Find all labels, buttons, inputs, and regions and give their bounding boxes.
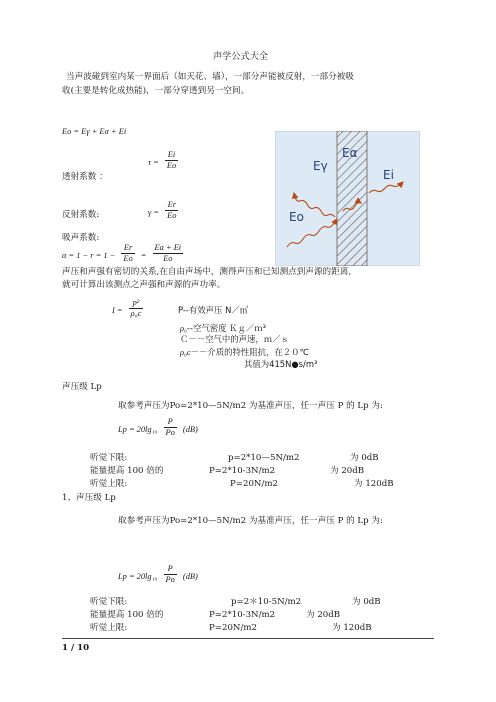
sec1-formula-num: P [164,417,177,428]
transmission-label: 透射系数 ： [62,172,108,182]
absorption-lhs: α = 1 − r = 1 − [62,251,116,260]
label-e-o: Eo [289,210,304,224]
absorption-equals: = [140,251,147,260]
transmission-formula [148,150,179,171]
reflection-den: Eo [167,211,177,220]
sec2-row-3-a: 听觉上限: [90,623,128,633]
intensity-lhs: I = [112,306,123,315]
label-e-alpha: Eα [342,146,358,160]
sec1-row-3-b: P=20N/m2 [230,479,278,489]
sec1-row-2-c: 为 20dB [330,466,365,476]
legend-rho-text: --空气密度 Ｋｇ／ｍ³ [186,323,267,333]
sec1-row-3-a: 听觉上限: [90,479,128,489]
absorption-den-2: Eo [163,254,173,263]
intensity-num: p² [129,298,144,309]
legend-rhoc-text: －－介质的特性阻抗，在２０℃ [190,347,309,357]
sec2-formula-fraction [164,564,177,585]
intro-line-2: 收(主要是转化成热能)，一部分穿透到另一空间。 [62,86,250,96]
legend-rhoc-symbol: ρ₀c [180,348,191,357]
legend-p: P--有效声压 N／㎡ [178,305,249,315]
transmission-num: Ei [165,150,178,161]
reflection-fraction [165,200,178,221]
sec1-row-2-a: 能量提高 100 倍的 [90,466,164,476]
page-number: 1 / 10 [62,643,90,653]
absorption-fraction-2 [153,243,184,264]
sec2-row-2-c: 为 20dB [306,610,341,620]
absorption-formula [62,243,184,264]
sec2-row-3-c: 为 120dB [332,623,372,633]
intensity-formula [112,298,144,319]
sec1-formula-lhs: Lp = 20lg₁₀ [118,425,158,434]
sec1-row-1-b: p=2*10—5N/m2 [228,453,300,463]
reflection-num: Er [165,200,178,211]
intro-line-1: 当声波碰到室内某一界面后（如天花、墙），一部分声能被反射，一部分被吸 [66,72,354,82]
intensity-fraction [129,298,144,319]
reflection-label: 反射系数: [62,210,100,220]
sec2-formula-den: Po [165,575,175,584]
label-e-gamma: Eγ [313,159,328,173]
sec1-heading: 声压级 Lp [62,382,102,392]
sec2-formula [118,564,198,585]
sec2-row-1-a: 听觉下限: [90,597,128,607]
footer-divider [62,638,434,639]
sec2-formula-num: P [164,564,177,575]
sec2-formula-lhs: Lp = 20lg₁₀ [118,572,158,581]
sec2-row-3-b: P=20N/m2 [209,623,257,633]
energy-equation: Eo = Eγ + Eα + Ei [62,127,127,136]
sec1-row-3-c: 为 120dB [354,479,394,489]
para2-line-2: 就可计算出该测点之声强和声源的声功率。 [62,280,226,290]
reflection-lhs: γ = [148,208,160,217]
absorption-num-2: Ea + Ei [154,243,182,252]
sec1-formula-fraction [164,417,177,438]
sec2-desc: 取参考声压为Po=2*10—5N/m2 为基准声压，任一声压 P 的 Lp 为: [118,516,383,526]
sec1-formula-den: Po [165,428,175,437]
sec1-desc: 取参考声压为Po=2*10—5N/m2 为基准声压，任一声压 P 的 Lp 为: [118,401,383,411]
absorption-fraction-1 [121,243,134,264]
legend-rho-symbol: ρ₀ [180,324,187,333]
absorption-label: 吸声系数: [62,233,100,243]
sound-energy-figure [275,131,420,266]
sec2-row-2-b: P=2*10-3N/m2 [209,610,276,620]
intensity-den: ρ₀c [130,309,142,318]
reflection-formula [148,200,179,221]
transmission-fraction [165,150,178,171]
page-title: 声学公式大全 [213,51,269,62]
sec2-row-2-a: 能量提高 100 倍的 [90,610,164,620]
sec1-row-1-a: 听觉下限: [90,453,128,463]
sec2-formula-unit: (dB) [182,572,198,581]
legend-value: 其值为415N●s/m³ [244,359,318,369]
sec2-heading: 1、声压级 Lp [62,493,116,503]
para2-line-1: 声压和声强有密切的关系,在自由声场中，测得声压和已知测点到声源的距离， [62,267,357,277]
absorption-den-1: Eo [123,254,133,263]
sec1-row-2-b: P=2*10-3N/m2 [209,466,276,476]
sec1-row-1-c: 为 0dB [350,453,379,463]
label-e-i: Ei [383,168,394,182]
transmission-den: Eo [166,161,177,170]
sec2-row-1-c: 为 0dB [352,597,381,607]
legend-c: Ｃ－－空气中的声速，ｍ／ｓ [180,334,289,344]
sec2-row-1-b: p=2＊10-5N/m2 [231,597,302,607]
transmission-lhs: τ = [148,158,159,167]
absorption-num-1: Er [121,243,134,254]
sec1-formula-unit: (dB) [182,425,198,434]
sec1-formula [118,417,198,438]
